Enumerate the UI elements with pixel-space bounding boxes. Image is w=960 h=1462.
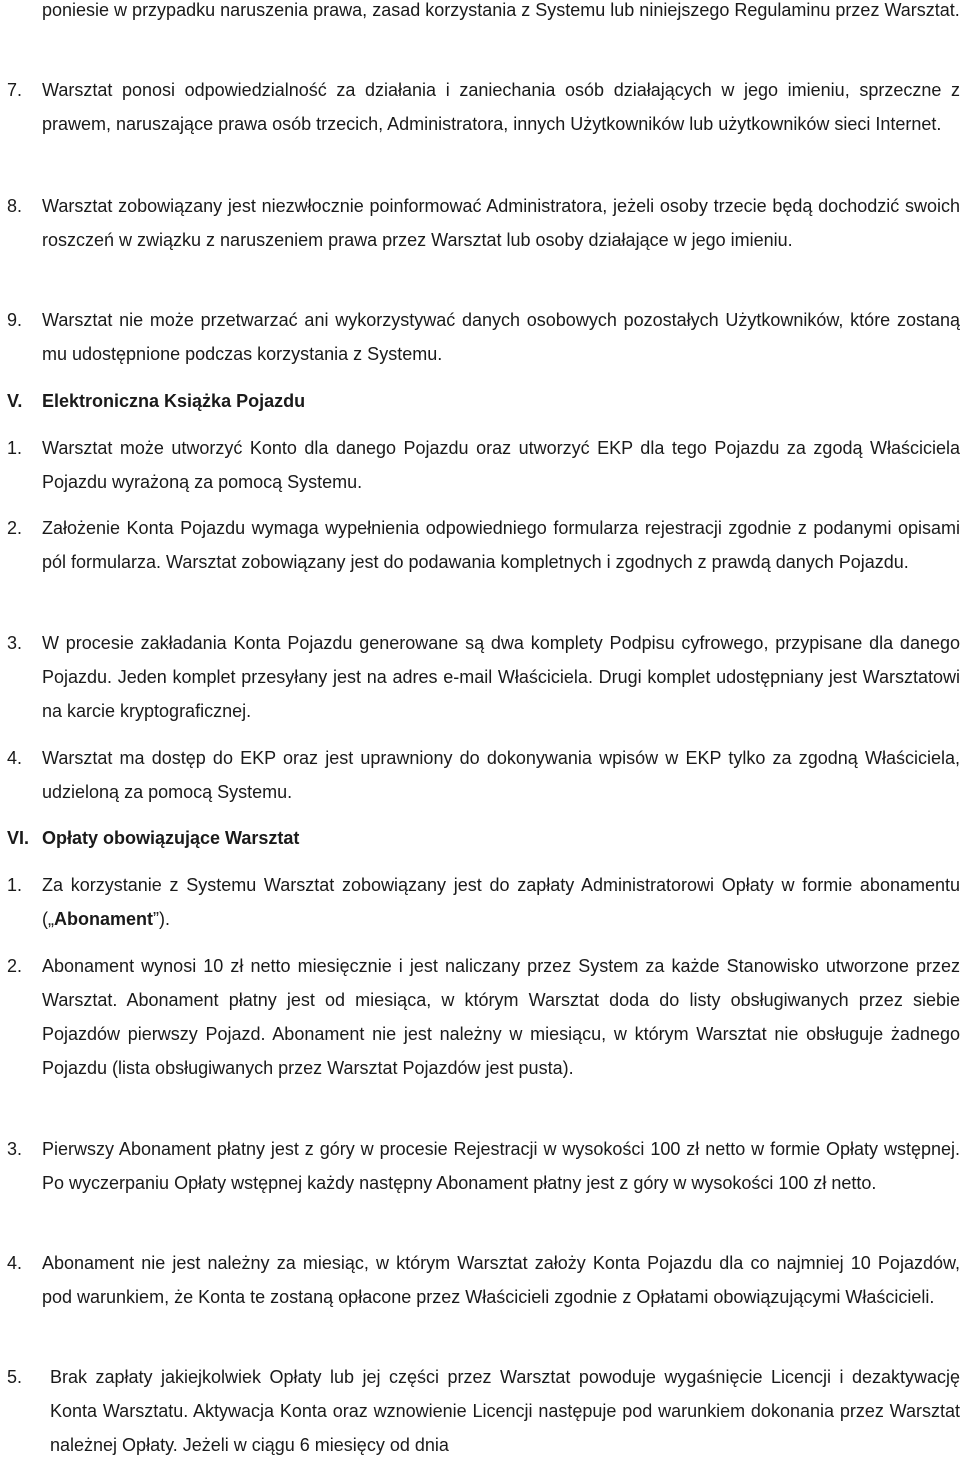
item-text: Pierwszy Abonament płatny jest z góry w procesie Rejestracji w wysokości 100 zł netto w formie Opłaty wstępnej. Po wyczerpaniu Opłaty wstępnej każdy następny Abonament płatny jest z góry w wysokości 100 zł netto. (42, 1139, 960, 1193)
defined-term: Abonament (54, 909, 153, 929)
item-number: 3. (7, 1139, 23, 1159)
item-text: Abonament nie jest należny za miesiąc, w którym Warsztat założy Konta Pojazdu dla co najmniej 10 Pojazdów, pod warunkiem, że Konta te zostaną opłacone przez Właścicieli zgodnie z Opłatami obowiązującymi Właścicieli. (42, 1253, 960, 1307)
list-item (0, 741, 960, 809)
item-number: 4. (7, 1253, 23, 1273)
item-text: Założenie Konta Pojazdu wymaga wypełnienia odpowiedniego formularza rejestracji zgodnie z podanymi opisami pól formularza. Warsztat zobowiązany jest do podawania kompletnych i zgodnych z prawdą danych Pojazdu. (42, 518, 960, 572)
item-number: 9. (7, 310, 23, 330)
list-item (0, 1132, 960, 1200)
item-text: Warsztat ponosi odpowiedzialność za działania i zaniechania osób działających w jego imieniu, sprzeczne z prawem, naruszające prawa osób trzecich, Administratora, innych Użytkowników lub użytkowników sieci Internet. (42, 80, 960, 134)
item-text: Warsztat nie może przetwarzać ani wykorzystywać danych osobowych pozostałych Użytkowników, które zostaną mu udostępnione podczas korzystania z Systemu. (42, 310, 960, 364)
list-item (0, 431, 960, 499)
list-item (0, 511, 960, 579)
item-number: 2. (7, 518, 23, 538)
list-item (0, 626, 960, 728)
item-text: Warsztat ma dostęp do EKP oraz jest uprawniony do dokonywania wpisów w EKP tylko za zgodną Właściciela, udzieloną za pomocą Systemu. (42, 748, 960, 802)
paragraph-text: poniesie w przypadku naruszenia prawa, zasad korzystania z Systemu lub niniejszego Regulaminu przez Warsztat. (42, 0, 960, 20)
section-heading (0, 384, 960, 418)
section-title: Opłaty obowiązujące Warsztat (42, 828, 300, 848)
item-text (42, 868, 960, 936)
item-number: 8. (7, 196, 23, 216)
item-number: 1. (7, 875, 23, 895)
section-title: Elektroniczna Książka Pojazdu (42, 391, 306, 411)
item-text: Warsztat zobowiązany jest niezwłocznie poinformować Administratora, jeżeli osoby trzecie będą dochodzić swoich roszczeń w związku z naruszeniem prawa przez Warsztat lub osoby działające w jego imieniu. (42, 196, 960, 250)
item-number: 2. (7, 956, 23, 976)
list-item (0, 189, 960, 257)
continuation-paragraph (0, 0, 960, 27)
section-heading (0, 821, 960, 855)
list-item (0, 73, 960, 141)
list-item (0, 1360, 960, 1462)
item-number: 4. (7, 748, 23, 768)
item-text: W procesie zakładania Konta Pojazdu generowane są dwa komplety Podpisu cyfrowego, przypisane dla danego Pojazdu. Jeden komplet przesyłany jest na adres e-mail Właściciela. Drugi komplet udostępniany jest Warsztatowi na karcie kryptograficznej. (42, 633, 960, 721)
list-item (0, 949, 960, 1085)
item-text: Brak zapłaty jakiejkolwiek Opłaty lub jej części przez Warsztat powoduje wygaśnięcie Licencji i dezaktywację Konta Warsztatu. Aktywacja Konta oraz wznowienie Licencji następuje pod warunkiem dokonania przez Warsztat należnej Opłaty. Jeżeli w ciągu 6 miesięcy od dnia (50, 1367, 960, 1455)
section-number: V. (7, 391, 23, 411)
item-number: 5. (7, 1367, 23, 1387)
section-number: VI. (7, 828, 30, 848)
list-item (0, 303, 960, 371)
item-text-part: ”). (153, 909, 170, 929)
item-number: 3. (7, 633, 23, 653)
item-text-part: Za korzystanie z Systemu Warsztat zobowiązany jest do zapłaty Administratorowi Opłaty w formie abonamentu („ (42, 875, 960, 929)
item-text: Warsztat może utworzyć Konto dla danego Pojazdu oraz utworzyć EKP dla tego Pojazdu za zgodą Właściciela Pojazdu wyrażoną za pomocą Systemu. (42, 438, 960, 492)
item-text: Abonament wynosi 10 zł netto miesięcznie i jest naliczany przez System za każde Stanowisko utworzone przez Warsztat. Abonament płatny jest od miesiąca, w którym Warsztat doda do listy obsługiwanych przez siebie Pojazdów pierwszy Pojazd. Abonament nie jest należny w miesiącu, w którym Warsztat nie obsługuje żadnego Pojazdu (lista obsługiwanych przez Warsztat Pojazdów jest pusta). (42, 956, 960, 1078)
item-number: 7. (7, 80, 23, 100)
item-number: 1. (7, 438, 23, 458)
list-item (0, 868, 960, 936)
list-item (0, 1246, 960, 1314)
